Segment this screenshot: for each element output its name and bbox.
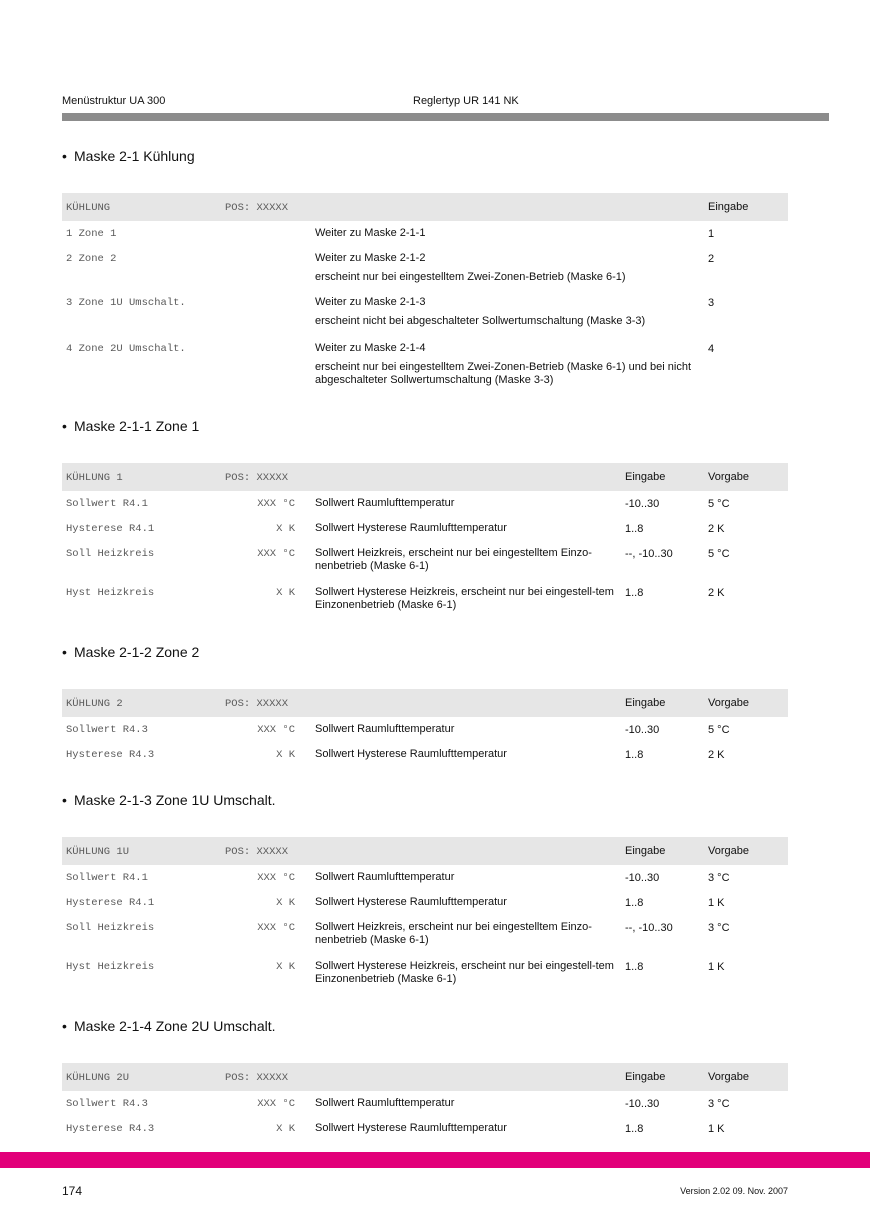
row-name: Soll Heizkreis — [66, 922, 155, 934]
mask-header-eingabe: Eingabe — [625, 697, 666, 709]
bullet-icon: • — [62, 148, 67, 164]
table-row — [62, 290, 788, 336]
bullet-icon: • — [62, 1018, 67, 1034]
bullet-icon: • — [62, 644, 67, 660]
row-input-range: -10..30 — [625, 724, 660, 736]
row-description: Weiter zu Maske 2-1-4 erscheint nur bei eingestelltem Zwei-Zonen-Betrieb (Maske 6-1) und bei nicht abgeschalteter Sollwertumschaltung (Maske 3-3) — [315, 342, 695, 387]
table-row — [62, 491, 788, 516]
row-input-range: -10..30 — [625, 872, 660, 884]
mask-header-eingabe: Eingabe — [625, 845, 666, 857]
row-input: 1 — [708, 228, 715, 240]
row-default: 2 K — [708, 749, 725, 761]
mask-header-name: KÜHLUNG 2U — [66, 1072, 130, 1084]
row-default: 1 K — [708, 1123, 725, 1135]
row-default: 3 °C — [708, 922, 730, 934]
table-row — [62, 580, 788, 622]
mask-header-row — [62, 689, 788, 717]
row-value: XXX °C — [257, 498, 295, 510]
row-value: XXX °C — [257, 922, 295, 934]
page-number: 174 — [62, 1184, 83, 1198]
mask-header-row — [62, 463, 788, 491]
row-description: Sollwert Raumlufttemperatur — [315, 497, 455, 509]
row-value: XXX °C — [257, 548, 295, 560]
table-row — [62, 890, 788, 915]
mask-header-eingabe: Eingabe — [625, 1071, 666, 1083]
row-value: X K — [276, 897, 295, 909]
row-description: Weiter zu Maske 2-1-3 erscheint nicht bei abgeschalteter Sollwertumschaltung (Maske 3-3) — [315, 296, 646, 327]
row-input-range: -10..30 — [625, 1098, 660, 1110]
table-row — [62, 742, 788, 767]
mask-header-vorgabe: Vorgabe — [708, 1071, 749, 1083]
section-title-maske-2-1-3: • Maske 2-1-3 Zone 1U Umschalt. — [62, 792, 276, 808]
header-rule — [62, 113, 829, 121]
row-input-range: 1..8 — [625, 897, 644, 909]
row-value: XXX °C — [257, 1098, 295, 1110]
table-row — [62, 246, 788, 290]
mask-header-row — [62, 193, 788, 221]
row-input-range: 1..8 — [625, 523, 644, 535]
row-description: Sollwert Hysterese Raumlufttemperatur — [315, 522, 507, 534]
row-note: erscheint nicht bei abgeschalteter Sollwertumschaltung (Maske 3-3) — [315, 315, 646, 327]
row-description: Sollwert Raumlufttemperatur — [315, 723, 455, 735]
row-description: Weiter zu Maske 2-1-2 erscheint nur bei eingestelltem Zwei-Zonen-Betrieb (Maske 6-1) — [315, 252, 626, 283]
row-value: X K — [276, 749, 295, 761]
header-document-title: Menüstruktur UA 300 — [62, 95, 166, 107]
row-description: Sollwert Hysterese Heizkreis, erscheint nur bei eingestell-tem Einzonenbetrieb (Maske 6-1) — [315, 586, 614, 611]
mask-table-2-1 — [62, 193, 788, 392]
mask-header-eingabe: Eingabe — [708, 201, 749, 213]
row-default: 5 °C — [708, 548, 730, 560]
row-name: 4 Zone 2U Umschalt. — [66, 343, 186, 355]
table-row — [62, 954, 788, 996]
row-description: Sollwert Raumlufttemperatur — [315, 1097, 455, 1109]
mask-header-row — [62, 1063, 788, 1091]
row-default: 5 °C — [708, 498, 730, 510]
mask-header-vorgabe: Vorgabe — [708, 845, 749, 857]
mask-header-name: KÜHLUNG 1 — [66, 472, 123, 484]
row-name: Hysterese R4.3 — [66, 749, 155, 761]
row-value: X K — [276, 587, 295, 599]
mask-header-vorgabe: Vorgabe — [708, 471, 749, 483]
section-title-maske-2-1-2: • Maske 2-1-2 Zone 2 — [62, 644, 200, 660]
mask-header-pos: POS: XXXXX — [225, 1072, 289, 1084]
mask-table-2-1-2 — [62, 689, 788, 767]
bullet-icon: • — [62, 792, 67, 808]
row-default: 1 K — [708, 961, 725, 973]
row-input: 3 — [708, 297, 715, 309]
row-default: 3 °C — [708, 872, 730, 884]
row-default: 3 °C — [708, 1098, 730, 1110]
row-name: Hyst Heizkreis — [66, 587, 155, 599]
row-input-range: --, -10..30 — [625, 548, 673, 560]
row-name: Sollwert R4.3 — [66, 1098, 148, 1110]
section-title-maske-2-1: • Maske 2-1 Kühlung — [62, 148, 195, 164]
section-title-maske-2-1-4: • Maske 2-1-4 Zone 2U Umschalt. — [62, 1018, 276, 1034]
row-name: Hysterese R4.1 — [66, 523, 155, 535]
row-name: Sollwert R4.1 — [66, 872, 148, 884]
row-description: Sollwert Hysterese Raumlufttemperatur — [315, 896, 507, 908]
row-description: Sollwert Hysterese Heizkreis, erscheint nur bei eingestell-tem Einzonenbetrieb (Maske 6-1) — [315, 960, 614, 985]
row-name: 2 Zone 2 — [66, 253, 117, 265]
mask-header-vorgabe: Vorgabe — [708, 697, 749, 709]
mask-header-name: KÜHLUNG 1U — [66, 846, 130, 858]
mask-header-pos: POS: XXXXX — [225, 846, 289, 858]
row-name: Soll Heizkreis — [66, 548, 155, 560]
mask-header-eingabe: Eingabe — [625, 471, 666, 483]
table-row — [62, 1091, 788, 1116]
row-name: Hysterese R4.3 — [66, 1123, 155, 1135]
row-description: Sollwert Hysterese Raumlufttemperatur — [315, 1122, 507, 1134]
row-value: XXX °C — [257, 872, 295, 884]
table-row — [62, 1116, 788, 1141]
row-default: 5 °C — [708, 724, 730, 736]
row-value: X K — [276, 523, 295, 535]
bullet-icon: • — [62, 418, 67, 434]
row-default: 2 K — [708, 587, 725, 599]
footer-accent-bar — [0, 1152, 870, 1168]
table-row — [62, 516, 788, 541]
row-note: erscheint nur bei eingestelltem Zwei-Zonen-Betrieb (Maske 6-1) — [315, 271, 626, 283]
row-note: erscheint nur bei eingestelltem Zwei-Zonen-Betrieb (Maske 6-1) und bei nicht abgeschalteter Sollwertumschaltung (Maske 3-3) — [315, 361, 692, 386]
row-name: Hysterese R4.1 — [66, 897, 155, 909]
row-name: 3 Zone 1U Umschalt. — [66, 297, 186, 309]
row-value: X K — [276, 961, 295, 973]
row-name: Sollwert R4.1 — [66, 498, 148, 510]
row-description: Sollwert Heizkreis, erscheint nur bei eingestelltem Einzo-nenbetrieb (Maske 6-1) — [315, 921, 592, 946]
row-input: 2 — [708, 253, 715, 265]
table-row — [62, 717, 788, 742]
row-value: XXX °C — [257, 724, 295, 736]
row-name: 1 Zone 1 — [66, 228, 117, 240]
mask-header-pos: POS: XXXXX — [225, 472, 289, 484]
table-row — [62, 336, 788, 392]
row-description: Sollwert Hysterese Raumlufttemperatur — [315, 748, 507, 760]
mask-table-2-1-4 — [62, 1063, 788, 1141]
mask-header-name: KÜHLUNG 2 — [66, 698, 123, 710]
mask-header-pos: POS: XXXXX — [225, 698, 289, 710]
row-default: 2 K — [708, 523, 725, 535]
row-input-range: 1..8 — [625, 749, 644, 761]
mask-header-pos: POS: XXXXX — [225, 202, 289, 214]
row-name: Sollwert R4.3 — [66, 724, 148, 736]
row-input-range: -10..30 — [625, 498, 660, 510]
row-description: Sollwert Heizkreis, erscheint nur bei eingestelltem Einzo-nenbetrieb (Maske 6-1) — [315, 547, 592, 572]
row-input-range: 1..8 — [625, 587, 644, 599]
row-input-range: 1..8 — [625, 961, 644, 973]
mask-table-2-1-3 — [62, 837, 788, 996]
row-name: Hyst Heizkreis — [66, 961, 155, 973]
table-row — [62, 915, 788, 954]
table-row — [62, 865, 788, 890]
section-title-maske-2-1-1: • Maske 2-1-1 Zone 1 — [62, 418, 200, 434]
version-info: Version 2.02 09. Nov. 2007 — [680, 1186, 788, 1196]
row-input-range: --, -10..30 — [625, 922, 673, 934]
row-value: X K — [276, 1123, 295, 1135]
row-description: Weiter zu Maske 2-1-1 — [315, 227, 426, 239]
mask-header-name: KÜHLUNG — [66, 202, 111, 214]
row-description: Sollwert Raumlufttemperatur — [315, 871, 455, 883]
mask-table-2-1-1 — [62, 463, 788, 622]
row-input-range: 1..8 — [625, 1123, 644, 1135]
header-controller-type: Reglertyp UR 141 NK — [413, 95, 519, 107]
mask-header-row — [62, 837, 788, 865]
table-row — [62, 541, 788, 580]
row-input: 4 — [708, 343, 715, 355]
row-default: 1 K — [708, 897, 725, 909]
table-row — [62, 221, 788, 246]
